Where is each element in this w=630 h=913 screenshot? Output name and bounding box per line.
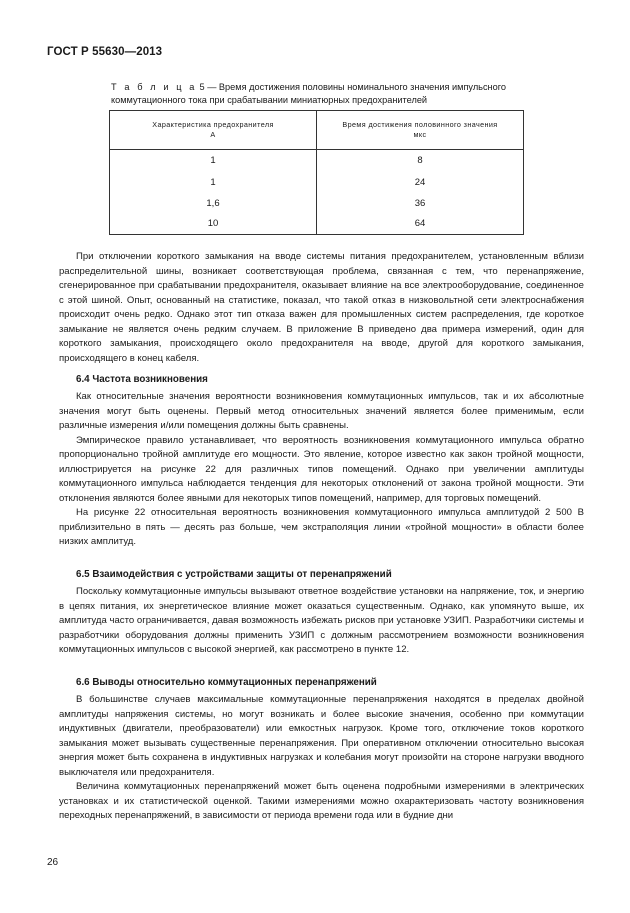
cell-half-time: 24 <box>317 171 524 194</box>
cell-fuse-rating: 1 <box>110 150 317 171</box>
cell-half-time: 64 <box>317 214 524 235</box>
section-6-6-body <box>59 693 584 824</box>
cell-fuse-rating: 1 <box>110 171 317 194</box>
section-heading-6-6: 6.6 Выводы относительно коммутационных перенапряжений <box>76 677 377 688</box>
table-caption-title: 5 — Время достижения половины номинального значения импульсного <box>199 82 506 92</box>
cell-half-time: 8 <box>317 150 524 171</box>
paragraph: Поскольку коммутационные импульсы вызывают ответное воздействие установки на напряжение, ток, и энергию в цепях питания, их энергетическое влияние может оказаться существенным. Однако, как упомянуто выше, их амплитуда часто ограничивается, давая возможность избежать рисков при установке УЗИП. Разработчики системы и разработчики оборудования должны применить УЗИП с должным рассмотрением возможности возникновения коммутационных импульсов с высокой энергией, как рассмотрено в пункте 12. <box>59 586 584 656</box>
paragraph: Эмпирическое правило устанавливает, что вероятность возникновения коммутационного импульса обратно пропорционально тройной амплитуде его мощности. Это явление, которое известно как закон тройной мощности, иллюстрируется на рисунке 22 для различных типов помещений. Однако при увеличении амплитуды коммутационного импульса наблюдается тенденция для некоторых отклонений от закона тройной мощности. Эти отклонения являются более явными для некоторых типов помещений, например, для торговых помещений. <box>59 434 584 504</box>
cell-fuse-rating: 10 <box>110 214 317 235</box>
table-caption-line2: коммутационного тока при срабатывании миниатюрных предохранителей <box>111 95 428 105</box>
paragraph: Как относительные значения вероятности возникновения коммутационных импульсов, так и их абсолютные значения могут быть оценены. Первый метод относительных значений является более применимым, если различные измерения и/или помещения должны быть сравнены. <box>59 391 584 432</box>
section-heading-6-4: 6.4 Частота возникновения <box>76 374 208 385</box>
standard-header: ГОСТ Р 55630—2013 <box>47 46 163 58</box>
section-6-5-body <box>59 585 584 658</box>
cell-half-time: 36 <box>317 193 524 214</box>
table-row <box>110 150 524 171</box>
fuse-time-table <box>109 110 524 235</box>
table-caption-label: Т а б л и ц а <box>111 82 197 92</box>
paragraph: Величина коммутационных перенапряжений может быть оценена подробными измерениями в электрических установках и их статистической оценкой. Такими измерениями можно охарактеризовать частоту возникновения переходных перенапряжений, в зависимости от периода времени года или в будние дни <box>59 781 584 822</box>
paragraph-fuse-short-circuit: При отключении короткого замыкания на вводе системы питания предохранителем, установленным вблизи распределительной шины, возникает соответствующая проблема, связанная с тем, что перенапряжение, сгенерированное при срабатывании предохранителя, оказывает влияние на все электрооборудование, соединенное с этой шиной. Опыт, основанный на статистике, показал, что такой отказ в низковольтной сети электроснабжения происходит очень редко. Однако этот тип отказа важен для промышленных систем распределения, где короткое замыкание не является очень редким случаем. В приложение В приведено два примера измерений, один для короткого замыкания, происходящего около предохранителя на вводе, другой для короткого замыкания, происходящего в конец кабеля. <box>59 251 584 364</box>
table-row <box>110 171 524 194</box>
col-header-fuse-rating: Характеристика предохранителя А <box>110 111 317 150</box>
col-header-half-time: Время достижения половинного значения мкс <box>317 111 524 150</box>
paragraph: На рисунке 22 относительная вероятность возникновения коммутационного импульса амплитудой 2 500 В приблизительно в пять — десять раз больше, чем экстраполяция линии «тройной мощности» в области более низких амплитуд. <box>59 507 584 548</box>
table-row <box>110 214 524 235</box>
paragraph: В большинстве случаев максимальные коммутационные перенапряжения находятся в пределах двойной амплитуды напряжения системы, но могут возникать и более высокие значения, особенно при коммутации индуктивных (двигатели, преобразователи) или емкостных нагрузок. Кроме того, отключение токов короткого замыкания может вызывать существенные перенапряжения. При оперативном отключении относительно высокая энергия может быть сохранена в индуктивных нагрузках и колебания могут произойти на стороне нагрузки вводного выключателя или предохранителя. <box>59 694 584 778</box>
page-number: 26 <box>47 857 59 868</box>
section-6-4-body <box>59 390 584 550</box>
cell-fuse-rating: 1,6 <box>110 193 317 214</box>
table-row <box>110 193 524 214</box>
section-heading-6-5: 6.5 Взаимодействия с устройствами защиты от перенапряжений <box>76 569 392 580</box>
table-caption <box>111 81 551 107</box>
